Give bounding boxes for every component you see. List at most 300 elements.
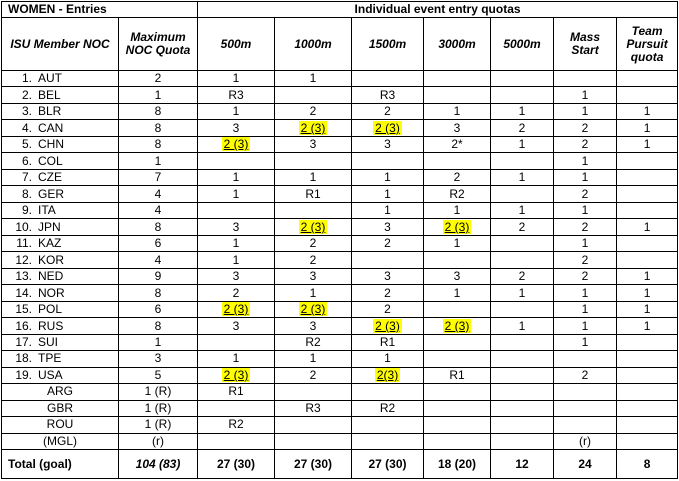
quota-cell-team-pursuit bbox=[617, 334, 678, 350]
quota-cell-500m: 3 bbox=[198, 318, 275, 334]
quota-cell-mass-start: 2 bbox=[554, 219, 617, 235]
row-number: 13. bbox=[15, 269, 32, 284]
table-row bbox=[2, 153, 678, 169]
noc-cell bbox=[2, 136, 119, 152]
noc-cell bbox=[2, 351, 119, 367]
noc-code: COL bbox=[38, 153, 63, 168]
quota-cell-mass-start: 2 bbox=[554, 367, 617, 383]
row-number: 16. bbox=[15, 318, 32, 333]
quota-cell-1500m bbox=[352, 71, 424, 87]
noc-cell bbox=[2, 285, 119, 301]
quota-cell-3000m bbox=[424, 384, 491, 400]
quota-cell-1000m bbox=[275, 87, 352, 103]
quota-cell-mass-start: 2 bbox=[554, 252, 617, 268]
noc-cell bbox=[2, 367, 119, 383]
women-entries-heading: WOMEN - Entries bbox=[2, 2, 198, 18]
max-quota-cell: 4 bbox=[119, 186, 198, 202]
noc-cell bbox=[2, 318, 119, 334]
quota-cell-1500m bbox=[352, 433, 424, 449]
row-number: 17. bbox=[15, 334, 32, 349]
quota-cell-1500m: R3 bbox=[352, 87, 424, 103]
quota-cell-3000m bbox=[424, 351, 491, 367]
quota-cell-mass-start: 2 bbox=[554, 268, 617, 284]
quota-cell-1000m: 1 bbox=[275, 71, 352, 87]
noc-code: ARG bbox=[2, 384, 119, 400]
quota-cell-team-pursuit bbox=[617, 169, 678, 185]
quota-cell-5000m bbox=[491, 417, 554, 433]
quota-cell-team-pursuit bbox=[617, 235, 678, 251]
quota-cell-1500m: 1 bbox=[352, 202, 424, 218]
col-header-member bbox=[2, 18, 119, 71]
noc-code: USA bbox=[38, 367, 63, 382]
highlighted-value: 2 (3) bbox=[444, 318, 470, 333]
quota-cell-5000m: 1 bbox=[491, 318, 554, 334]
noc-code: NOR bbox=[38, 285, 65, 300]
quota-cell-1000m: 1 bbox=[275, 351, 352, 367]
noc-code: CZE bbox=[38, 170, 62, 185]
quota-cell-1500m: 1 bbox=[352, 186, 424, 202]
quota-cell-1500m: 2 bbox=[352, 285, 424, 301]
table-row bbox=[2, 219, 678, 235]
noc-code: JPN bbox=[38, 219, 61, 234]
quota-cell-1500m: 2 bbox=[352, 103, 424, 119]
quota-cell-1000m: 3 bbox=[275, 318, 352, 334]
quota-cell-1500m bbox=[352, 367, 424, 383]
quota-cell-1000m: 2 bbox=[275, 252, 352, 268]
noc-cell bbox=[2, 153, 119, 169]
quota-cell-mass-start bbox=[554, 400, 617, 416]
quota-cell-5000m: 1 bbox=[491, 202, 554, 218]
max-quota-cell: 6 bbox=[119, 301, 198, 317]
quota-cell-1000m: R1 bbox=[275, 186, 352, 202]
quota-cell-3000m: 3 bbox=[424, 268, 491, 284]
quota-cell-team-pursuit: 1 bbox=[617, 285, 678, 301]
quota-cell-team-pursuit bbox=[617, 153, 678, 169]
col-header-500m: 500m bbox=[198, 18, 275, 71]
table-row bbox=[2, 268, 678, 284]
col-header-mass-start bbox=[554, 18, 617, 71]
row-number: 8. bbox=[21, 186, 32, 201]
quota-cell-5000m bbox=[491, 400, 554, 416]
quota-cell-1000m: 2 bbox=[275, 367, 352, 383]
quota-cell-5000m bbox=[491, 186, 554, 202]
quota-cell-1000m: R2 bbox=[275, 334, 352, 350]
quota-cell-mass-start: 1 bbox=[554, 87, 617, 103]
max-quota-cell: 9 bbox=[119, 268, 198, 284]
quota-cell-500m bbox=[198, 301, 275, 317]
quota-cell-500m: 1 bbox=[198, 71, 275, 87]
individual-quotas-heading: Individual event entry quotas bbox=[198, 2, 678, 18]
quota-cell-1500m: 1 bbox=[352, 169, 424, 185]
quota-cell-team-pursuit bbox=[617, 186, 678, 202]
table-row bbox=[2, 103, 678, 119]
table-row bbox=[2, 87, 678, 103]
quota-cell-1000m: R3 bbox=[275, 400, 352, 416]
quota-cell-500m: 3 bbox=[198, 120, 275, 136]
col-header-team-pursuit-label: Team Pursuit quota bbox=[626, 23, 668, 64]
quota-cell-3000m: 1 bbox=[424, 285, 491, 301]
quota-cell-mass-start: 1 bbox=[554, 153, 617, 169]
reserve-row bbox=[2, 417, 678, 433]
quota-cell-team-pursuit bbox=[617, 87, 678, 103]
highlighted-value: 2 (3) bbox=[223, 302, 249, 317]
quota-cell-team-pursuit bbox=[617, 252, 678, 268]
quota-cell-5000m: 1 bbox=[491, 103, 554, 119]
noc-code: GER bbox=[38, 186, 65, 201]
quota-cell-1000m bbox=[275, 301, 352, 317]
quota-cell-3000m bbox=[424, 219, 491, 235]
quota-cell-team-pursuit: 1 bbox=[617, 268, 678, 284]
col-header-max bbox=[119, 18, 198, 71]
quota-cell-team-pursuit: 1 bbox=[617, 318, 678, 334]
quota-cell-1500m: R2 bbox=[352, 400, 424, 416]
noc-code: SUI bbox=[38, 334, 59, 349]
quota-cell-3000m bbox=[424, 400, 491, 416]
quota-cell-1000m bbox=[275, 384, 352, 400]
max-quota-cell: 1 bbox=[119, 334, 198, 350]
quota-cell-1500m bbox=[352, 153, 424, 169]
quota-cell-team-pursuit: 1 bbox=[617, 103, 678, 119]
quota-cell-500m: 1 bbox=[198, 252, 275, 268]
quota-cell-team-pursuit: 1 bbox=[617, 301, 678, 317]
row-number: 7. bbox=[21, 170, 32, 185]
noc-cell bbox=[2, 87, 119, 103]
quota-cell-mass-start bbox=[554, 384, 617, 400]
row-number: 9. bbox=[21, 203, 32, 218]
highlighted-value: 2 (3) bbox=[223, 137, 249, 152]
quota-cell-mass-start: 1 bbox=[554, 285, 617, 301]
quota-cell-3000m: 1 bbox=[424, 202, 491, 218]
quota-cell-500m: 1 bbox=[198, 169, 275, 185]
quota-cell-5000m bbox=[491, 153, 554, 169]
total-500m: 27 (30) bbox=[198, 450, 275, 479]
quota-cell-1500m bbox=[352, 417, 424, 433]
quota-cell-1500m bbox=[352, 318, 424, 334]
noc-code: GBR bbox=[2, 400, 119, 416]
max-quota-cell: 8 bbox=[119, 103, 198, 119]
noc-code: CAN bbox=[38, 120, 64, 135]
table-row bbox=[2, 136, 678, 152]
quota-cell-1500m bbox=[352, 120, 424, 136]
quota-cell-1500m bbox=[352, 384, 424, 400]
quota-cell-1500m: 3 bbox=[352, 268, 424, 284]
quota-cell-3000m bbox=[424, 433, 491, 449]
noc-cell bbox=[2, 120, 119, 136]
quota-cell-500m: R1 bbox=[198, 384, 275, 400]
table-row bbox=[2, 71, 678, 87]
max-quota-cell: 8 bbox=[119, 318, 198, 334]
col-header-team-pursuit bbox=[617, 18, 678, 71]
quota-cell-mass-start bbox=[554, 417, 617, 433]
noc-cell bbox=[2, 268, 119, 284]
quota-cell-1000m bbox=[275, 120, 352, 136]
quota-cell-mass-start: 2 bbox=[554, 120, 617, 136]
noc-code: TPE bbox=[38, 351, 62, 366]
table-row bbox=[2, 252, 678, 268]
quota-cell-5000m bbox=[491, 351, 554, 367]
noc-cell bbox=[2, 252, 119, 268]
highlighted-value: 2(3) bbox=[376, 367, 399, 382]
quota-cell-mass-start: 2 bbox=[554, 136, 617, 152]
quota-cell-mass-start bbox=[554, 71, 617, 87]
max-quota-cell: 8 bbox=[119, 285, 198, 301]
max-quota-cell: 1 (R) bbox=[119, 400, 198, 416]
noc-code: ITA bbox=[38, 203, 56, 218]
noc-code: NED bbox=[38, 269, 64, 284]
quota-cell-500m: 1 bbox=[198, 351, 275, 367]
quota-cell-500m bbox=[198, 433, 275, 449]
quota-cell-team-pursuit bbox=[617, 202, 678, 218]
noc-cell bbox=[2, 301, 119, 317]
quota-cell-mass-start: 1 bbox=[554, 202, 617, 218]
quota-cell-1500m: 2 bbox=[352, 235, 424, 251]
total-team-pursuit: 8 bbox=[617, 450, 678, 479]
noc-code: (MGL) bbox=[2, 433, 119, 449]
quota-cell-1000m: 1 bbox=[275, 169, 352, 185]
noc-cell bbox=[2, 235, 119, 251]
col-header-mass-start-label: Mass Start bbox=[570, 30, 601, 57]
quota-cell-team-pursuit: 1 bbox=[617, 120, 678, 136]
row-number: 3. bbox=[21, 104, 32, 119]
quota-cell-team-pursuit: 1 bbox=[617, 136, 678, 152]
quota-cell-500m bbox=[198, 334, 275, 350]
quota-cell-1000m bbox=[275, 417, 352, 433]
quota-cell-3000m: R2 bbox=[424, 186, 491, 202]
noc-cell bbox=[2, 71, 119, 87]
quota-cell-500m: R3 bbox=[198, 87, 275, 103]
quota-cell-1000m bbox=[275, 202, 352, 218]
quota-cell-500m: 1 bbox=[198, 235, 275, 251]
quota-cell-team-pursuit bbox=[617, 433, 678, 449]
max-quota-cell: 8 bbox=[119, 219, 198, 235]
noc-cell bbox=[2, 169, 119, 185]
max-quota-cell: 4 bbox=[119, 252, 198, 268]
quota-cell-5000m bbox=[491, 71, 554, 87]
quota-cell-500m bbox=[198, 153, 275, 169]
highlighted-value: 2 (3) bbox=[300, 120, 326, 135]
table-row bbox=[2, 235, 678, 251]
quota-cell-500m bbox=[198, 367, 275, 383]
noc-cell bbox=[2, 202, 119, 218]
table-row bbox=[2, 367, 678, 383]
noc-cell bbox=[2, 103, 119, 119]
noc-code: KOR bbox=[38, 252, 65, 267]
quota-cell-500m bbox=[198, 136, 275, 152]
quota-cell-5000m: 2 bbox=[491, 120, 554, 136]
total-label: Total (goal) bbox=[2, 450, 119, 479]
total-1500m: 27 (30) bbox=[352, 450, 424, 479]
table-row bbox=[2, 169, 678, 185]
quota-cell-5000m bbox=[491, 252, 554, 268]
quota-cell-5000m bbox=[491, 87, 554, 103]
quota-cell-1500m: 1 bbox=[352, 351, 424, 367]
quota-cell-3000m bbox=[424, 417, 491, 433]
quota-cell-1000m: 1 bbox=[275, 285, 352, 301]
max-quota-cell: 6 bbox=[119, 235, 198, 251]
max-quota-cell: 8 bbox=[119, 136, 198, 152]
row-number: 15. bbox=[15, 302, 32, 317]
quota-cell-500m bbox=[198, 400, 275, 416]
quota-cell-1500m: 3 bbox=[352, 136, 424, 152]
reserve-row bbox=[2, 433, 678, 449]
noc-code: CHN bbox=[38, 137, 64, 152]
quota-cell-mass-start: 1 bbox=[554, 334, 617, 350]
table-row bbox=[2, 285, 678, 301]
max-quota-cell: 3 bbox=[119, 351, 198, 367]
quota-cell-3000m: 2* bbox=[424, 136, 491, 152]
quota-cell-mass-start: 1 bbox=[554, 301, 617, 317]
quota-cell-5000m bbox=[491, 334, 554, 350]
noc-cell bbox=[2, 334, 119, 350]
quota-cell-1000m bbox=[275, 153, 352, 169]
row-number: 14. bbox=[15, 285, 32, 300]
max-quota-cell: 5 bbox=[119, 367, 198, 383]
quota-cell-500m: 3 bbox=[198, 219, 275, 235]
quota-cell-team-pursuit bbox=[617, 351, 678, 367]
row-number: 5. bbox=[21, 137, 32, 152]
quota-cell-team-pursuit bbox=[617, 71, 678, 87]
quota-cell-5000m: 1 bbox=[491, 285, 554, 301]
row-number: 18. bbox=[15, 351, 32, 366]
women-entries-quota-table bbox=[1, 1, 678, 479]
noc-code: RUS bbox=[38, 318, 64, 333]
quota-cell-500m: 1 bbox=[198, 186, 275, 202]
quota-cell-1000m: 2 bbox=[275, 235, 352, 251]
highlighted-value: 2 (3) bbox=[223, 367, 249, 382]
quota-cell-3000m: R1 bbox=[424, 367, 491, 383]
total-mass-start: 24 bbox=[554, 450, 617, 479]
quota-cell-1000m: 2 bbox=[275, 103, 352, 119]
quota-cell-5000m bbox=[491, 235, 554, 251]
max-quota-cell: 1 (R) bbox=[119, 417, 198, 433]
max-quota-cell: 4 bbox=[119, 202, 198, 218]
max-quota-cell: 2 bbox=[119, 71, 198, 87]
total-max-quota: 104 (83) bbox=[119, 450, 198, 479]
quota-cell-mass-start: 1 bbox=[554, 169, 617, 185]
quota-cell-3000m: 1 bbox=[424, 103, 491, 119]
quota-cell-mass-start: (r) bbox=[554, 433, 617, 449]
quota-cell-1000m bbox=[275, 433, 352, 449]
total-5000m: 12 bbox=[491, 450, 554, 479]
quota-cell-mass-start: 1 bbox=[554, 318, 617, 334]
row-number: 2. bbox=[21, 87, 32, 102]
total-row bbox=[2, 450, 678, 479]
quota-cell-team-pursuit bbox=[617, 384, 678, 400]
col-header-1500m: 1500m bbox=[352, 18, 424, 71]
quota-cell-3000m bbox=[424, 71, 491, 87]
noc-code: POL bbox=[38, 302, 63, 317]
noc-code: BLR bbox=[38, 104, 62, 119]
quota-cell-5000m: 2 bbox=[491, 219, 554, 235]
quota-cell-team-pursuit bbox=[617, 417, 678, 433]
row-number: 6. bbox=[21, 153, 32, 168]
quota-cell-team-pursuit bbox=[617, 400, 678, 416]
highlighted-value: 2 (3) bbox=[444, 219, 470, 234]
quota-cell-1000m: 3 bbox=[275, 136, 352, 152]
quota-cell-3000m bbox=[424, 252, 491, 268]
row-number: 4. bbox=[21, 120, 32, 135]
table-row bbox=[2, 351, 678, 367]
max-quota-cell: 1 (R) bbox=[119, 384, 198, 400]
quota-cell-3000m: 3 bbox=[424, 120, 491, 136]
highlighted-value: 2 (3) bbox=[375, 318, 400, 333]
col-header-max-label: Maximum NOC Quota bbox=[125, 30, 191, 57]
noc-cell bbox=[2, 186, 119, 202]
quota-cell-3000m: 2 bbox=[424, 169, 491, 185]
quota-cell-3000m bbox=[424, 153, 491, 169]
row-number: 10. bbox=[15, 219, 32, 234]
highlighted-value: 2 (3) bbox=[300, 302, 326, 317]
noc-cell bbox=[2, 219, 119, 235]
total-1000m: 27 (30) bbox=[275, 450, 352, 479]
quota-cell-5000m bbox=[491, 367, 554, 383]
quota-cell-5000m bbox=[491, 301, 554, 317]
table-row bbox=[2, 334, 678, 350]
quota-cell-3000m bbox=[424, 318, 491, 334]
table-row bbox=[2, 186, 678, 202]
table-row bbox=[2, 120, 678, 136]
col-header-5000m: 5000m bbox=[491, 18, 554, 71]
reserve-row bbox=[2, 384, 678, 400]
quota-cell-team-pursuit: 1 bbox=[617, 219, 678, 235]
quota-cell-3000m bbox=[424, 301, 491, 317]
table-row bbox=[2, 301, 678, 317]
quota-cell-500m bbox=[198, 202, 275, 218]
quota-cell-mass-start bbox=[554, 351, 617, 367]
table-row bbox=[2, 202, 678, 218]
quota-cell-1500m: R1 bbox=[352, 334, 424, 350]
quota-cell-team-pursuit bbox=[617, 367, 678, 383]
max-quota-cell: 8 bbox=[119, 120, 198, 136]
quota-cell-mass-start: 2 bbox=[554, 186, 617, 202]
noc-code: KAZ bbox=[38, 236, 62, 251]
noc-code: AUT bbox=[38, 71, 62, 86]
quota-cell-3000m bbox=[424, 334, 491, 350]
row-number: 11. bbox=[16, 236, 32, 251]
total-3000m: 18 (20) bbox=[424, 450, 491, 479]
highlighted-value: 2 (3) bbox=[300, 219, 326, 234]
quota-cell-1000m bbox=[275, 219, 352, 235]
highlighted-value: 2 (3) bbox=[375, 120, 400, 135]
table-row bbox=[2, 318, 678, 334]
quota-cell-5000m: 2 bbox=[491, 268, 554, 284]
quota-cell-1500m: 2 bbox=[352, 301, 424, 317]
quota-cell-1500m bbox=[352, 252, 424, 268]
noc-code: ROU bbox=[2, 417, 119, 433]
quota-cell-1500m: 3 bbox=[352, 219, 424, 235]
quota-cell-3000m: 1 bbox=[424, 235, 491, 251]
quota-cell-500m: 1 bbox=[198, 103, 275, 119]
reserve-row bbox=[2, 400, 678, 416]
row-number: 12. bbox=[15, 252, 32, 267]
quota-cell-5000m bbox=[491, 433, 554, 449]
max-quota-cell: 1 bbox=[119, 153, 198, 169]
quota-cell-3000m bbox=[424, 87, 491, 103]
max-quota-cell: (r) bbox=[119, 433, 198, 449]
quota-cell-1000m: 3 bbox=[275, 268, 352, 284]
quota-cell-500m: 2 bbox=[198, 285, 275, 301]
quota-cell-5000m: 1 bbox=[491, 136, 554, 152]
col-header-3000m: 3000m bbox=[424, 18, 491, 71]
quota-cell-mass-start: 1 bbox=[554, 235, 617, 251]
row-number: 1. bbox=[21, 71, 32, 86]
noc-code: BEL bbox=[38, 87, 61, 102]
quota-cell-500m: 3 bbox=[198, 268, 275, 284]
quota-cell-500m: R2 bbox=[198, 417, 275, 433]
row-number: 19. bbox=[15, 367, 32, 382]
col-header-1000m: 1000m bbox=[275, 18, 352, 71]
quota-cell-5000m bbox=[491, 384, 554, 400]
